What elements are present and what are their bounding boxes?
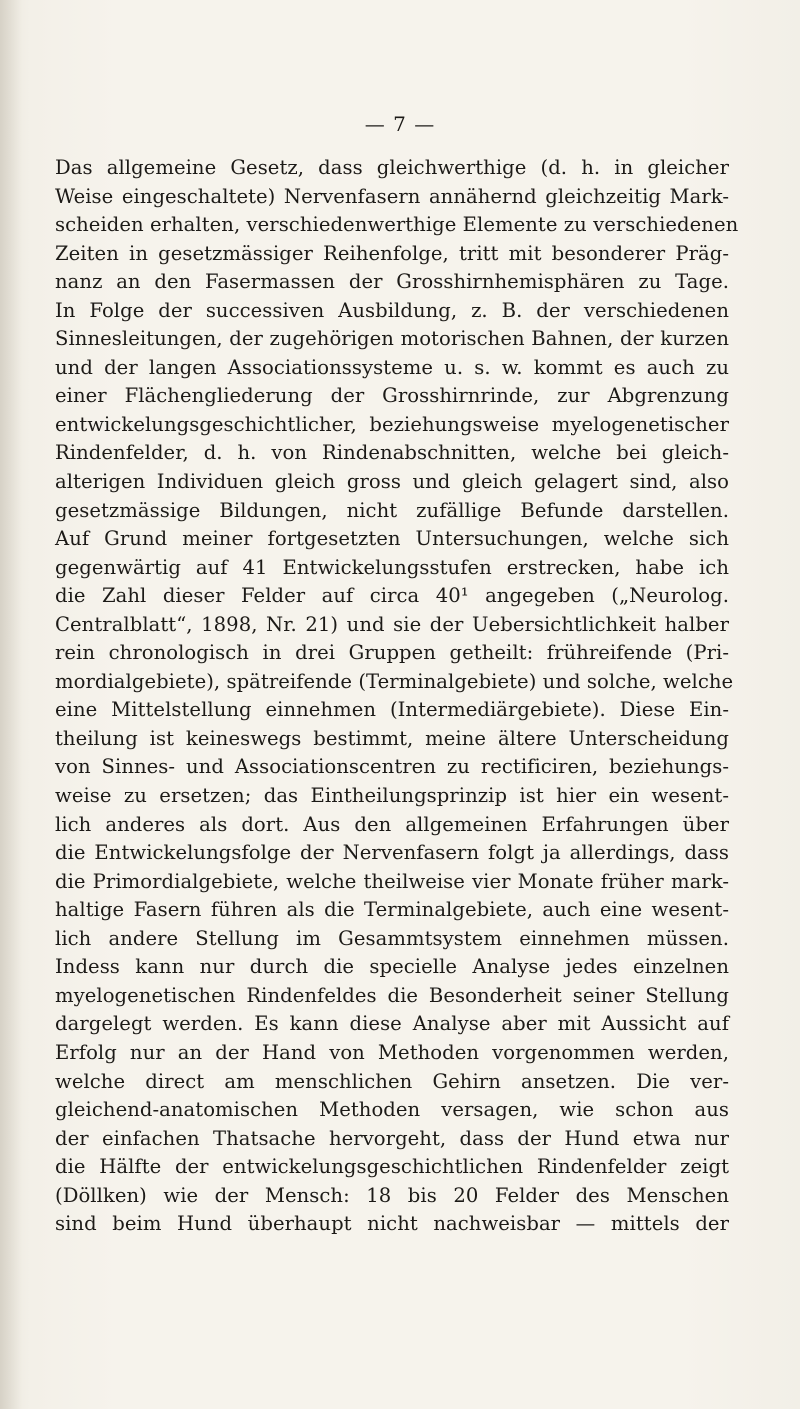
text-line: Zeiten in gesetzmässiger Reihenfolge, tritt mit besonderer Präg-: [55, 241, 729, 265]
text-line: Centralblatt“, 1898, Nr. 21) und sie der Uebersichtlichkeit halber: [55, 612, 729, 636]
text-line: gesetzmässige Bildungen, nicht zufällige Befunde darstellen.: [55, 498, 729, 522]
text-line: eine Mittelstellung einnehmen (Intermediärgebiete). Diese Ein-: [55, 698, 729, 722]
text-line: theilung ist keineswegs bestimmt, meine ältere Unterscheidung: [55, 726, 729, 750]
text-line: lich anderes als dort. Aus den allgemeinen Erfahrungen über: [55, 812, 729, 836]
text-line: alterigen Individuen gleich gross und gleich gelagert sind, also: [55, 470, 729, 494]
text-line: entwickelungsgeschichtlicher, beziehungsweise myelogenetischer: [55, 412, 729, 436]
text-line: die Hälfte der entwickelungsgeschichtlichen Rindenfelder zeigt: [55, 1155, 729, 1179]
text-line: Das allgemeine Gesetz, dass gleichwerthige (d. h. in gleicher: [55, 156, 729, 179]
text-line: Erfolg nur an der Hand von Methoden vorgenommen werden,: [55, 1040, 729, 1064]
text-line: dargelegt werden. Es kann diese Analyse aber mit Aussicht auf: [55, 1012, 729, 1036]
text-line: weise zu ersetzen; das Eintheilungsprinzip ist hier ein wesent-: [55, 784, 729, 808]
text-line: die Zahl dieser Felder auf circa 40¹ angegeben („Neurolog.: [55, 584, 729, 608]
text-line: der einfachen Thatsache hervorgeht, dass der Hund etwa nur: [55, 1126, 729, 1150]
text-line: welche direct am menschlichen Gehirn ansetzen. Die ver-: [55, 1069, 729, 1093]
text-line: die Primordialgebiete, welche theilweise vier Monate früher mark-: [55, 869, 729, 893]
text-line: Rindenfelder, d. h. von Rindenabschnitten, welche bei gleich-: [55, 441, 729, 465]
text-line: mordialgebiete), spätreifende (Terminalgebiete) und solche, welche: [55, 669, 734, 693]
text-line: und der langen Associationssysteme u. s. w. kommt es auch zu: [55, 355, 729, 379]
text-line: Weise eingeschaltete) Nervenfasern annähernd gleichzeitig Mark-: [55, 184, 729, 208]
page-number: — 7 —: [364, 112, 436, 136]
text-line: Sinnesleitungen, der zugehörigen motorischen Bahnen, der kurzen: [55, 327, 729, 351]
text-line: In Folge der successiven Ausbildung, z. B. der verschiedenen: [55, 298, 729, 322]
text-line: lich andere Stellung im Gesammtsystem einnehmen müssen.: [55, 926, 729, 950]
text-line: nanz an den Fasermassen der Grosshirnhemisphären zu Tage.: [55, 270, 729, 294]
text-line: einer Flächengliederung der Grosshirnrinde, zur Abgrenzung: [55, 384, 729, 408]
text-line: sind beim Hund überhaupt nicht nachweisbar — mittels der: [55, 1212, 729, 1236]
text-line: gleichend-anatomischen Methoden versagen, wie schon aus: [55, 1098, 729, 1122]
text-line: scheiden erhalten, verschiedenwerthige Elemente zu verschiedenen: [55, 213, 739, 237]
text-line: (Döllken) wie der Mensch: 18 bis 20 Felder des Menschen: [55, 1183, 729, 1207]
text-line: myelogenetischen Rindenfeldes die Besonderheit seiner Stellung: [55, 983, 729, 1007]
text-line: gegenwärtig auf 41 Entwickelungsstufen erstrecken, habe ich: [55, 555, 729, 579]
text-line: Indess kann nur durch die specielle Analyse jedes einzelnen: [55, 955, 729, 979]
text-line: rein chronologisch in drei Gruppen getheilt: frühreifende (Pri-: [55, 641, 729, 665]
text-line: die Entwickelungsfolge der Nervenfasern folgt ja allerdings, dass: [55, 841, 729, 865]
text-line: von Sinnes- und Associationscentren zu rectificiren, beziehungs-: [55, 755, 729, 779]
binding-shadow: [0, 0, 22, 1409]
text-line: haltige Fasern führen als die Terminalgebiete, auch eine wesent-: [55, 898, 729, 922]
body-text: [55, 154, 739, 1239]
text-line: Auf Grund meiner fortgesetzten Untersuchungen, welche sich: [55, 527, 729, 551]
